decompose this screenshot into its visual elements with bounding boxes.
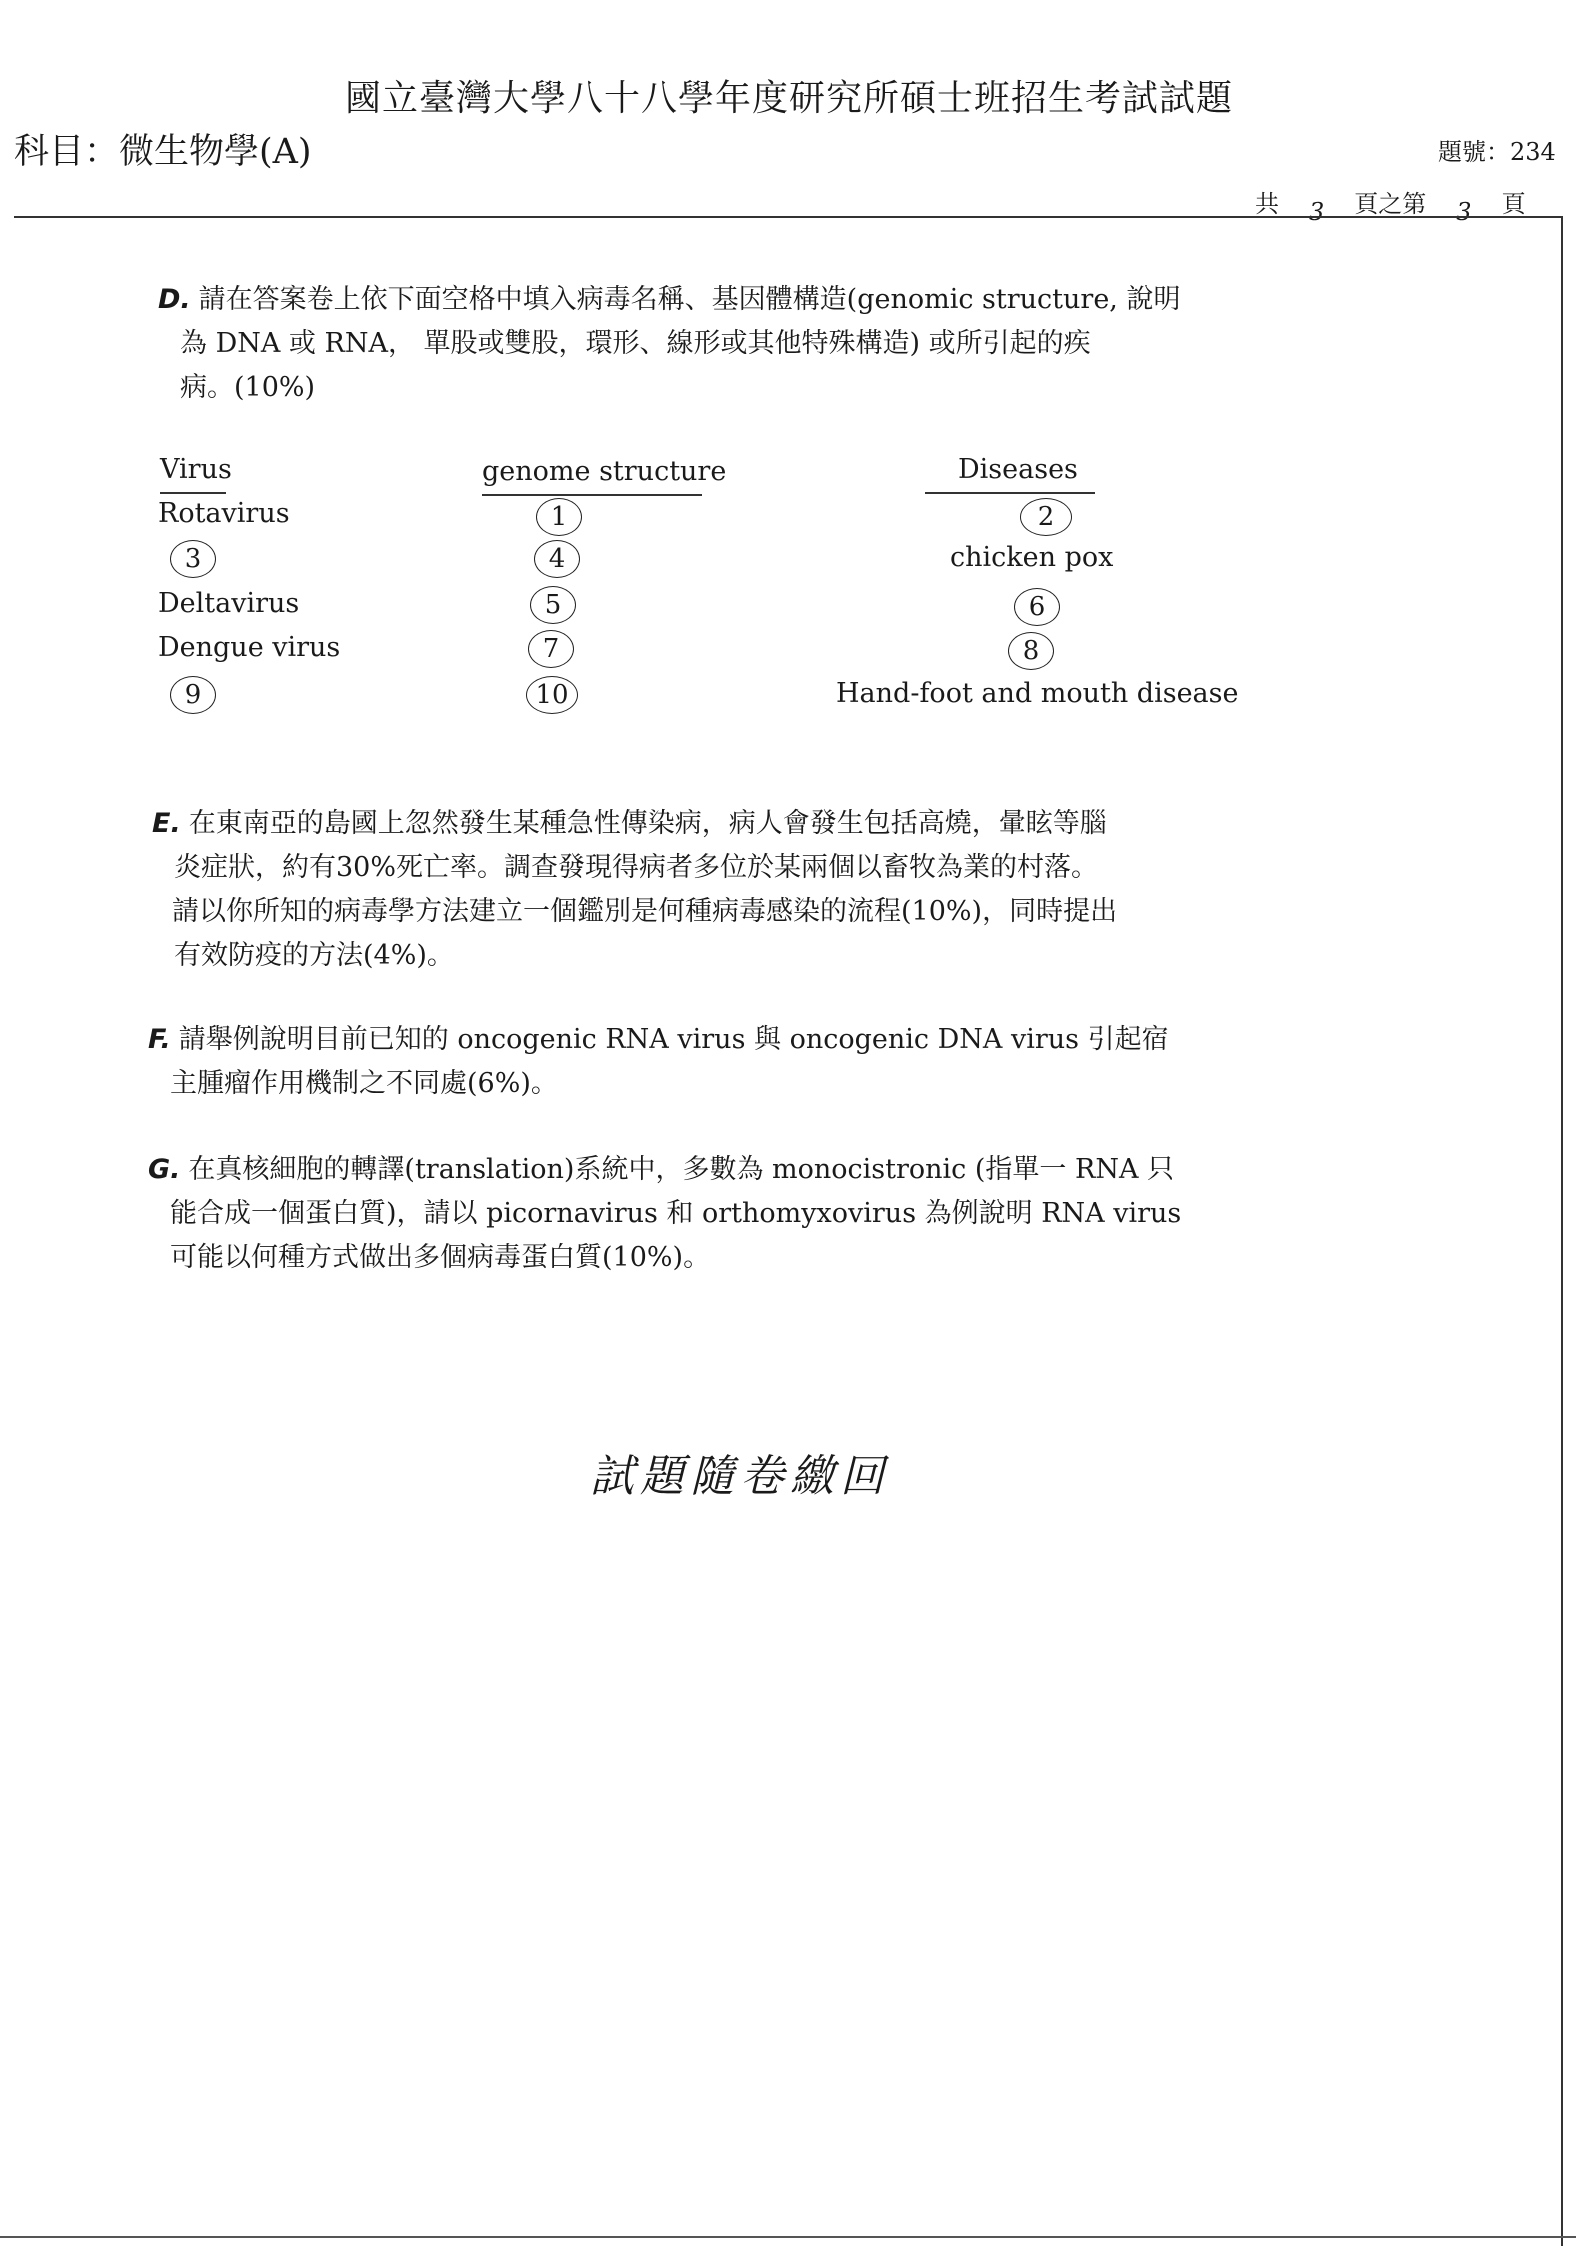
question-d bbox=[158, 278, 1288, 410]
question-e-line2: 炎症狀，約有30%死亡率。調查發現得病者多位於某兩個以畜牧為業的村落。 bbox=[174, 852, 1099, 883]
page-suffix: 頁 bbox=[1501, 190, 1526, 218]
question-e bbox=[152, 802, 1282, 978]
table-row-2-genome bbox=[534, 540, 580, 578]
blank-circle: 9 bbox=[170, 676, 216, 714]
table-row-5-genome bbox=[526, 676, 578, 714]
blank-circle: 4 bbox=[534, 540, 580, 578]
table-row-2-virus bbox=[170, 540, 216, 578]
blank-circle: 3 bbox=[170, 540, 216, 578]
frame-bottom-border bbox=[0, 2236, 1576, 2238]
question-e-line3: 請以你所知的病毒學方法建立一個鑑別是何種病毒感染的流程(10%)，同時提出 bbox=[172, 896, 1118, 927]
question-g-line2: 能合成一個蛋白質)，請以 picornavirus 和 orthomyxovirus 為例說明 RNA virus bbox=[170, 1198, 1182, 1229]
table-header-virus-underline bbox=[160, 492, 226, 494]
question-d-mark: D. bbox=[158, 284, 191, 315]
blank-circle: 5 bbox=[530, 586, 576, 624]
frame-right-border bbox=[1561, 216, 1563, 2246]
blank-circle: 1 bbox=[536, 498, 582, 536]
question-f-mark: F. bbox=[148, 1024, 171, 1055]
table-header-genome: genome structure bbox=[482, 456, 727, 487]
question-e-line4: 有效防疫的方法(4%)。 bbox=[174, 940, 454, 971]
question-g bbox=[148, 1148, 1278, 1280]
question-e-line1: 在東南亞的島國上忽然發生某種急性傳染病，病人會發生包括高燒，暈眩等腦 bbox=[188, 808, 1107, 839]
question-f-line2: 主腫瘤作用機制之不同處(6%)。 bbox=[170, 1068, 558, 1099]
table-row-3-virus: Deltavirus bbox=[158, 588, 300, 619]
table-row-1-genome bbox=[536, 498, 582, 536]
question-f-line1: 請舉例說明目前已知的 oncogenic RNA virus 與 oncogenic DNA virus 引起宿 bbox=[178, 1024, 1169, 1055]
frame-top-border bbox=[14, 216, 1562, 218]
table-header-virus: Virus bbox=[160, 454, 232, 485]
page-indicator bbox=[1255, 184, 1526, 226]
question-d-line2: 為 DNA 或 RNA， 單股或雙股，環形、線形或其他特殊構造) 或所引起的疾 bbox=[180, 328, 1091, 359]
question-g-line3: 可能以何種方式做出多個病毒蛋白質(10%)。 bbox=[170, 1242, 711, 1273]
question-f bbox=[148, 1018, 1278, 1106]
question-number: 題號：234 bbox=[1438, 138, 1556, 166]
table-row-3-disease bbox=[1014, 588, 1060, 626]
blank-circle: 8 bbox=[1008, 632, 1054, 670]
subject-label: 科目：微生物學(A) bbox=[14, 132, 312, 172]
table-row-3-genome bbox=[530, 586, 576, 624]
question-d-line1: 請在答案卷上依下面空格中填入病毒名稱、基因體構造(genomic structure, 說明 bbox=[198, 284, 1181, 315]
table-row-4-disease bbox=[1008, 632, 1054, 670]
blank-circle: 6 bbox=[1014, 588, 1060, 626]
table-row-5-virus bbox=[170, 676, 216, 714]
table-header-diseases-underline bbox=[925, 492, 1095, 494]
page-total: 3 bbox=[1309, 198, 1325, 226]
table-row-1-virus: Rotavirus bbox=[158, 498, 290, 529]
page-prefix: 共 bbox=[1255, 190, 1279, 218]
exam-title: 國立臺灣大學八十八學年度研究所碩士班招生考試試題 bbox=[345, 78, 1234, 119]
blank-circle: 2 bbox=[1020, 498, 1072, 536]
table-row-5-disease: Hand-foot and mouth disease bbox=[836, 678, 1239, 709]
table-header-diseases: Diseases bbox=[958, 454, 1078, 485]
question-d-line3: 病。(10%) bbox=[180, 372, 316, 403]
question-g-mark: G. bbox=[148, 1154, 181, 1185]
question-e-mark: E. bbox=[152, 808, 181, 839]
question-g-line1: 在真核細胞的轉譯(translation)系統中，多數為 monocistronic (指單一 RNA 只 bbox=[188, 1154, 1175, 1185]
table-row-4-virus: Dengue virus bbox=[158, 632, 341, 663]
table-row-4-genome bbox=[528, 630, 574, 668]
table-row-1-disease bbox=[1020, 498, 1072, 536]
page-middle: 頁之第 bbox=[1354, 190, 1427, 218]
return-exam-note: 試題隨卷繳回 bbox=[590, 1451, 890, 1502]
blank-circle: 7 bbox=[528, 630, 574, 668]
table-header-genome-underline bbox=[482, 494, 702, 496]
page-current: 3 bbox=[1456, 198, 1472, 226]
table-row-2-disease: chicken pox bbox=[950, 542, 1114, 573]
blank-circle: 10 bbox=[526, 676, 578, 714]
